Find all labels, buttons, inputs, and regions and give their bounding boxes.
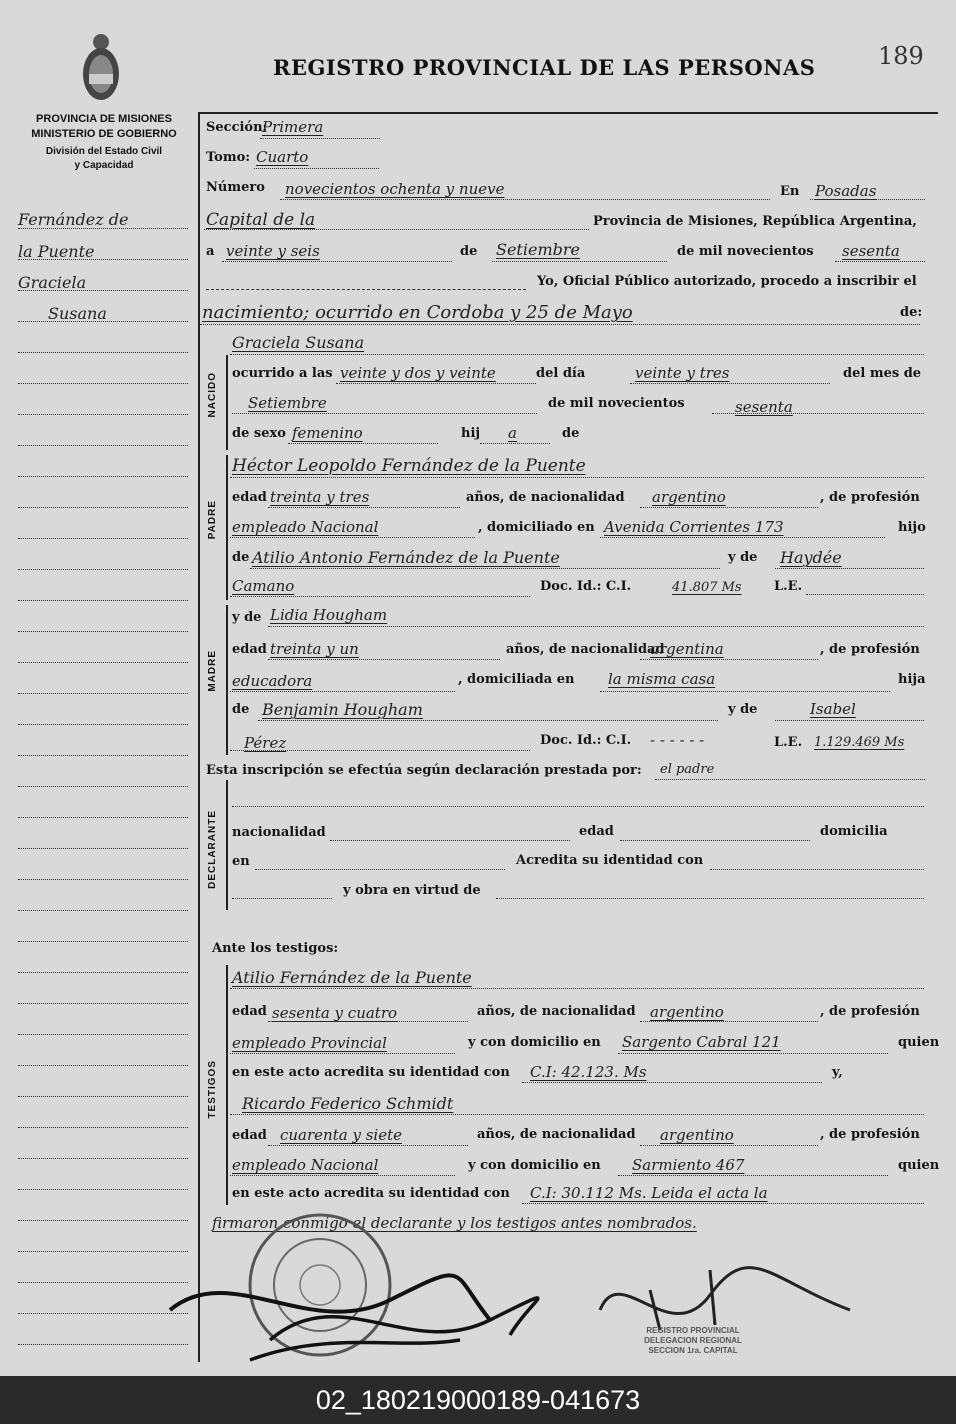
madre-prof-label: , de profesión [820,642,920,657]
hora-value: veinte y dos y veinte [340,364,496,382]
margin-dotted-line [18,786,188,787]
de-label: de [460,244,478,259]
testigo1-doc: C.I: 42.123. Ms [530,1063,647,1081]
provincia-text: Provincia de Misiones, República Argentina, [593,214,917,229]
registry-stamp [612,1326,774,1356]
padre-doc-label: Doc. Id.: C.I. [540,579,632,594]
padre-edad-label: edad [232,490,267,505]
margin-dotted-line [18,879,188,880]
declarante-en-label: en [232,854,250,869]
testigo1-y-label: y, [832,1065,843,1080]
margin-dotted-line [18,1003,188,1004]
seccion-value: Primera [262,118,324,136]
declarante-nac-label: nacionalidad [232,825,326,840]
margin-dotted-line [18,755,188,756]
madre-le: 1.129.469 Ms [814,735,905,750]
testigo2-quien-label: quien [898,1158,940,1173]
margin-dotted-line [18,507,188,508]
madre-y-de-label-2: y de [728,702,758,717]
testigo2-prof: empleado Nacional [232,1156,379,1174]
padre-dom-label: , domiciliado en [478,520,595,535]
stamp-line-1: REGISTRO PROVINCIAL [646,1326,740,1335]
margin-dotted-line [18,569,188,570]
padre-y-de-label: y de [728,550,758,565]
margin-dotted-line [18,662,188,663]
testigo1-edad: sesenta y cuatro [272,1004,398,1022]
nacido-bracket [226,355,228,450]
madre-y-de-label: y de [232,610,262,625]
declarante-bracket [226,780,228,910]
madre-madre-de: Isabel [810,700,856,718]
hij-label: hij [461,426,481,441]
coat-of-arms-icon [78,28,124,106]
del-mes-label: del mes de [843,366,922,381]
margin-dotted-line [18,693,188,694]
margin-dotted-line [18,1096,188,1097]
testigo1-prof-label: , de profesión [820,1004,920,1019]
madre-padre-de: Benjamin Hougham [262,700,423,719]
testigo2-dom-label: y con domicilio en [468,1158,601,1173]
lugar-value-2: Capital de la [206,210,316,230]
testigo2-prof-label: , de profesión [820,1127,920,1142]
margin-note-line-1: Fernández de [18,210,129,229]
mes-value: Setiembre [496,240,580,259]
anio-nacido-label: de mil novecientos [548,396,685,411]
margin-dotted-line [18,445,188,446]
stamp-line-2: DELEGACION REGIONAL [644,1336,742,1345]
declarante-label: DECLARANTE [207,810,218,889]
main-frame-left [198,112,200,1362]
testigo1-edad-label: edad [232,1004,267,1019]
nacido-de-label: de [562,426,580,441]
madre-bracket [226,605,228,755]
testigos-label: TESTIGOS [207,1060,218,1119]
margin-dotted-line [18,414,188,415]
madre-profesion: educadora [232,672,313,690]
madre-domicilio: la misma casa [608,670,716,688]
margin-dotted-line [18,631,188,632]
testigo2-edad-label: edad [232,1128,267,1143]
margin-dotted-line [18,1158,188,1159]
padre-bracket [226,455,228,600]
tomo-label: Tomo: [206,150,251,165]
padre-profesion: empleado Nacional [232,518,379,536]
testigo2-dom: Sarmiento 467 [632,1156,745,1174]
anio-nacido: sesenta [735,398,793,416]
madre-doc-label: Doc. Id.: C.I. [540,733,632,748]
madre-edad: treinta y un [270,640,359,658]
testigo1-acredita-label: en este acto acredita su identidad con [232,1065,510,1080]
margin-dotted-line [18,941,188,942]
margin-dotted-line [18,724,188,725]
testigo2-acredita-label: en este acto acredita su identidad con [232,1186,510,1201]
testigos-intro: Ante los testigos: [212,941,339,956]
division-line-1: División del Estado Civil [45,146,163,157]
margin-dotted-line [18,848,188,849]
nacido-label: NACIDO [207,372,218,418]
padre-nacionalidad: argentino [652,488,726,506]
madre-nacionalidad: argentina [650,640,724,658]
padre-nombre: Héctor Leopoldo Fernández de la Puente [232,456,586,476]
margin-dotted-line [18,1065,188,1066]
declarante-edad-label: edad [579,824,614,839]
de-colon: de: [900,305,923,320]
en-label: En [780,184,800,199]
padre-hijo-label: hijo [898,520,926,535]
madre-nombre: Lidia Hougham [270,606,388,624]
margin-dotted-line [18,1034,188,1035]
testigo2-doc: C.I: 30.112 Ms. Leida el acta la [530,1184,768,1202]
oficial-text: Yo, Oficial Público autorizado, procedo a inscribir el [537,274,917,289]
madre-dom-label: , domiciliada en [458,672,575,687]
margin-note-line-4: Susana [48,304,107,323]
nacido-nombre: Graciela Susana [232,333,365,352]
declarante-acredita-label: Acredita su identidad con [516,853,704,868]
testigo1-nombre: Atilio Fernández de la Puente [232,968,472,987]
footer-code: 02_180219000189-041673 [0,1376,956,1424]
padre-padre-de: Atilio Antonio Fernández de la Puente [252,548,560,567]
testigo2-nombre: Ricardo Federico Schmidt [242,1094,454,1113]
lugar-value: Posadas [815,182,877,200]
tomo-value: Cuarto [256,148,309,166]
padre-domicilio: Avenida Corrientes 173 [604,518,784,536]
ocurrido-label: ocurrido a las [232,366,333,381]
dia-value: veinte y seis [226,242,320,260]
province-name: PROVINCIA DE MISIONES [36,113,172,125]
seccion-label: Sección: [206,120,268,135]
anio-value: sesenta [842,242,900,260]
margin-dotted-line [18,1189,188,1190]
margin-dotted-line [18,1127,188,1128]
testigo1-dom: Sargento Cabral 121 [622,1033,781,1051]
padre-nac-label: años, de nacionalidad [466,490,625,505]
closing-text: firmaron conmigo el declarante y los testigos antes nombrados. [212,1214,697,1232]
page-title: REGISTRO PROVINCIAL DE LAS PERSONAS [273,55,816,80]
padre-madre-de-2: Camano [232,577,295,595]
margin-dotted-line [18,1220,188,1221]
madre-de-label: de [232,702,250,717]
padre-prof-label: , de profesión [820,490,920,505]
testigos-bracket [226,965,228,1205]
madre-label: MADRE [207,650,218,692]
margin-dotted-line [18,383,188,384]
testigo1-nac-label: años, de nacionalidad [477,1004,636,1019]
margin-dotted-line [18,600,188,601]
sexo-value: femenino [292,424,363,442]
numero-label: Número [206,180,265,195]
madre-le-label: L.E. [774,735,803,750]
declarante-intro: Esta inscripción se efectúa según declaración prestada por: [206,763,642,778]
testigo2-nac-label: años, de nacionalidad [477,1127,636,1142]
declarante-obra-label: y obra en virtud de [343,883,481,898]
hecho-value: nacimiento; ocurrido en Cordoba y 25 de Mayo [202,302,633,323]
padre-doc: 41.807 Ms [672,580,742,595]
padre-madre-de: Haydée [780,548,842,567]
a-label: a [206,244,215,259]
margin-dotted-line [18,538,188,539]
anio-label: de mil novecientos [677,244,814,259]
mes-nacido: Setiembre [248,394,327,412]
hij-suffix: a [508,424,517,442]
padre-le-label: L.E. [774,579,803,594]
page-number: 189 [878,42,924,70]
numero-value: novecientos ochenta y nueve [285,180,505,198]
margin-dotted-line [18,972,188,973]
padre-label: PADRE [207,500,218,540]
testigo1-quien-label: quien [898,1035,940,1050]
del-dia-label: del día [536,366,586,381]
margin-note-line-3: Graciela [18,273,87,292]
margin-dotted-line [18,352,188,353]
testigo2-edad: cuarenta y siete [280,1126,402,1144]
stamp-line-3: SECCION 1ra. CAPITAL [648,1346,738,1355]
margin-note-line-2: la Puente [18,242,95,261]
testigo1-nac: argentino [650,1003,724,1021]
testigo2-nac: argentino [660,1126,734,1144]
declarante-por: el padre [660,762,715,777]
madre-hija-label: hija [898,672,926,687]
testigo1-prof: empleado Provincial [232,1034,387,1052]
margin-dotted-line [18,817,188,818]
declarante-domicilio-label: domicilia [820,824,888,839]
signatures-icon [150,1240,950,1370]
padre-de-label: de [232,550,250,565]
sexo-label: de sexo [232,426,286,441]
testigo1-dom-label: y con domicilio en [468,1035,601,1050]
padre-edad: treinta y tres [270,488,370,506]
madre-nac-label: años, de nacionalidad [506,642,665,657]
dia-nacido: veinte y tres [635,364,730,382]
madre-doc: - - - - - - [650,731,705,749]
margin-dotted-line [18,476,188,477]
madre-madre-de-2: Pérez [244,734,287,752]
division-line-2: y Capacidad [74,160,134,171]
ministry-name: MINISTERIO DE GOBIERNO [31,128,177,140]
madre-edad-label: edad [232,642,267,657]
main-frame-top [198,112,938,114]
margin-dotted-line [18,910,188,911]
